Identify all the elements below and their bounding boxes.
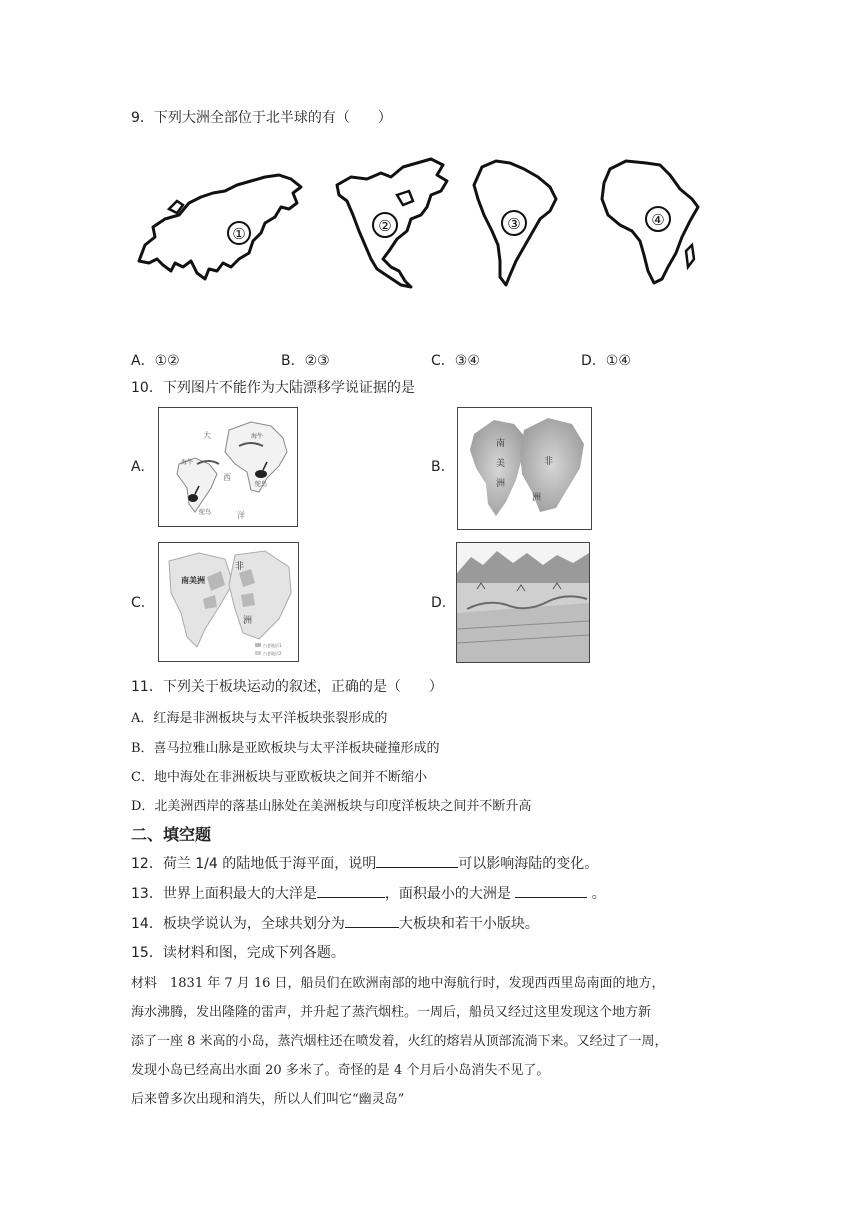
svg-text:鸵鸟: 鸵鸟 <box>199 509 212 516</box>
q10-option-b-key[interactable]: B. <box>431 459 446 475</box>
q9-option-a[interactable]: A．①② <box>131 353 180 369</box>
q9-option-d[interactable]: D．①④ <box>581 353 631 369</box>
q14-blank[interactable] <box>345 913 399 928</box>
q10-option-d-key[interactable]: D. <box>431 595 447 611</box>
q9-option-c[interactable]: C．③④ <box>431 353 480 369</box>
q15-material-line: 材料 1831 年 7 月 16 日，船员们在欧洲南部的地中海航行时，发现西西里岛南面的地方， <box>131 976 665 991</box>
landscape-drawing-icon <box>456 542 590 663</box>
svg-text:非: 非 <box>235 562 245 572</box>
q15-material-line: 添了一座 8 米高的小岛，蒸汽烟柱还在喷发着，火红的熔岩从顶部流淌下来。又经过了一周， <box>131 1034 668 1049</box>
svg-text:洋: 洋 <box>237 511 245 520</box>
q9-stem: 9．下列大洲全部位于北半球的有（ ） <box>131 110 392 126</box>
svg-text:鸵鸟: 鸵鸟 <box>255 481 268 488</box>
q15-material-line: 后来曾多次出现和消失，所以人们叫它“幽灵岛” <box>131 1092 405 1107</box>
q12-blank[interactable] <box>376 853 458 868</box>
q14: 14．板块学说认为，全球共划分为 大板块和若干小版块。 <box>131 913 539 934</box>
svg-text:海牛: 海牛 <box>251 433 264 440</box>
svg-text:洲: 洲 <box>243 616 253 626</box>
svg-text:大: 大 <box>203 431 211 440</box>
q15-stem: 15．读材料和图，完成下列各题。 <box>131 945 345 961</box>
q11-option-d[interactable]: D．北美洲西岸的落基山脉处在美洲板块与印度洋板块之间并不断升高 <box>131 799 532 814</box>
q11-option-c[interactable]: C．地中海处在非洲板块与亚欧板块之间并不断缩小 <box>131 770 427 785</box>
ostrich-distribution-map-icon <box>158 407 298 527</box>
svg-text:南: 南 <box>496 439 506 449</box>
map-label-3: ③ <box>507 215 521 233</box>
svg-text:古老地层1: 古老地层1 <box>263 643 282 648</box>
q11-option-b[interactable]: B．喜马拉雅山脉是亚欧板块与太平洋板块碰撞形成的 <box>131 741 440 756</box>
svg-text:海牛: 海牛 <box>181 459 194 466</box>
svg-text:非: 非 <box>544 457 554 467</box>
svg-text:美: 美 <box>496 459 506 469</box>
eurasia-map-icon <box>133 163 305 285</box>
q13-blank-1[interactable] <box>317 883 385 898</box>
q10-option-a-key[interactable]: A. <box>131 459 145 475</box>
africa-map-icon <box>596 155 708 290</box>
q10-stem: 10．下列图片不能作为大陆漂移学说证据的是 <box>131 380 415 396</box>
q9-option-b[interactable]: B．②③ <box>281 353 330 369</box>
map-label-2: ② <box>378 217 392 235</box>
svg-text:西: 西 <box>223 473 231 482</box>
rock-match-map-icon <box>158 542 299 662</box>
section-title: 二、填空题 <box>131 825 212 844</box>
q15-material-line: 发现小岛已经高出水面 20 多米了。奇怪的是 4 个月后小岛消失不见了。 <box>131 1063 550 1078</box>
svg-text:洲: 洲 <box>532 493 542 503</box>
continent-fit-map-icon <box>457 407 592 530</box>
south-america-map-icon <box>470 155 562 290</box>
q11-option-a[interactable]: A．红海是非洲板块与太平洋板块张裂形成的 <box>131 711 388 726</box>
q11-stem: 11．下列关于板块运动的叙述，正确的是（ ） <box>131 679 443 695</box>
q12: 12．荷兰 1/4 的陆地低于海平面，说明 可以影响海陆的变化。 <box>131 853 598 874</box>
map-label-4: ④ <box>651 211 665 229</box>
q10-option-c-key[interactable]: C. <box>131 595 146 611</box>
q13-blank-2[interactable] <box>515 883 587 898</box>
svg-text:古老地层2: 古老地层2 <box>263 651 282 656</box>
map-label-1: ① <box>232 225 246 243</box>
svg-text:南美洲: 南美洲 <box>181 576 205 585</box>
svg-text:洲: 洲 <box>496 479 506 489</box>
q13: 13．世界上面积最大的大洋是 ，面积最小的大洲是 。 <box>131 883 606 904</box>
q15-material-line: 海水沸腾，发出隆隆的雷声，并升起了蒸汽烟柱。一周后，船员又经过这里发现这个地方新 <box>131 1005 652 1020</box>
north-america-map-icon <box>327 155 459 295</box>
